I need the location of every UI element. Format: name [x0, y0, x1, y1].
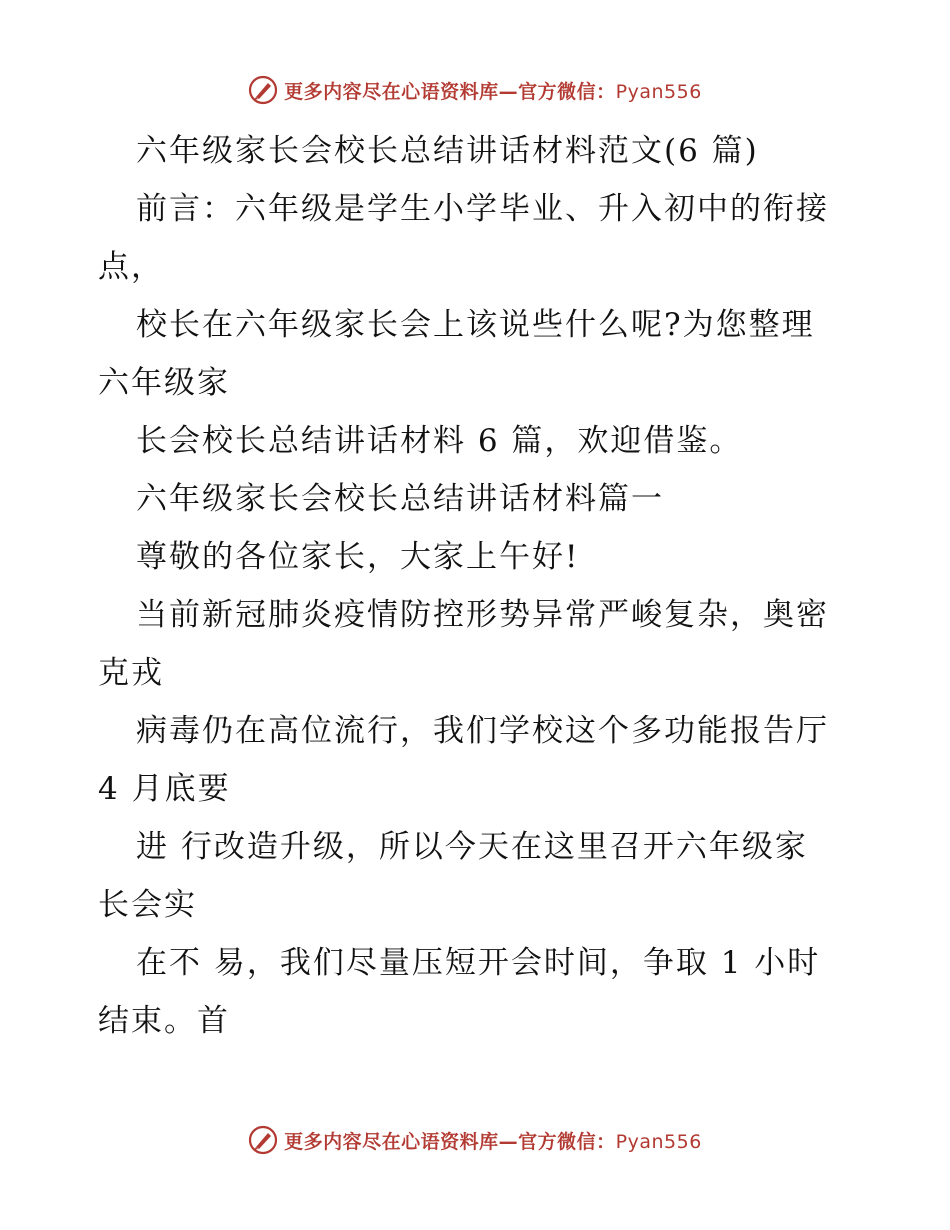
text-line: 前言：六年级是学生小学毕业、升入初中的衔接 — [136, 191, 829, 227]
document-title: 六年级家长会校长总结讲话材料范文(6 篇) — [136, 133, 759, 169]
text-line: 点， — [98, 249, 164, 285]
text-line: 长会校长总结讲话材料 6 篇，欢迎借鉴。 — [136, 423, 743, 459]
text-line: 4 月底要 — [98, 771, 231, 807]
text-line: 病毒仍在高位流行，我们学校这个多功能报告厅 — [136, 713, 829, 749]
document-body — [98, 122, 858, 1050]
footer-banner-text: 更多内容尽在心语资料库—官方微信：Pyan556 — [284, 1130, 702, 1153]
text-line: 长会实 — [98, 887, 197, 923]
text-line: 校长在六年级家长会上该说些什么呢?为您整理 — [136, 307, 815, 343]
section-heading: 六年级家长会校长总结讲话材料篇一 — [136, 481, 664, 517]
header-banner — [0, 70, 950, 110]
text-line: 六年级家 — [98, 365, 230, 401]
header-wechat-id: Pyan556 — [615, 80, 702, 103]
text-line: 进 行改造升级，所以今天在这里召开六年级家 — [136, 829, 808, 865]
text-line: 在不 易，我们尽量压短开会时间，争取 1 小时 — [136, 945, 821, 981]
footer-banner — [0, 1120, 950, 1160]
pen-logo-icon — [248, 1125, 278, 1155]
header-banner-text: 更多内容尽在心语资料库—官方微信：Pyan556 — [284, 80, 702, 103]
pen-logo-icon — [248, 75, 278, 105]
text-line: 结束。首 — [98, 1003, 230, 1039]
text-line: 尊敬的各位家长，大家上午好! — [136, 539, 580, 575]
text-line: 克戎 — [98, 655, 164, 691]
footer-wechat-id: Pyan556 — [615, 1130, 702, 1153]
text-line: 当前新冠肺炎疫情防控形势异常严峻复杂，奥密 — [136, 597, 829, 633]
